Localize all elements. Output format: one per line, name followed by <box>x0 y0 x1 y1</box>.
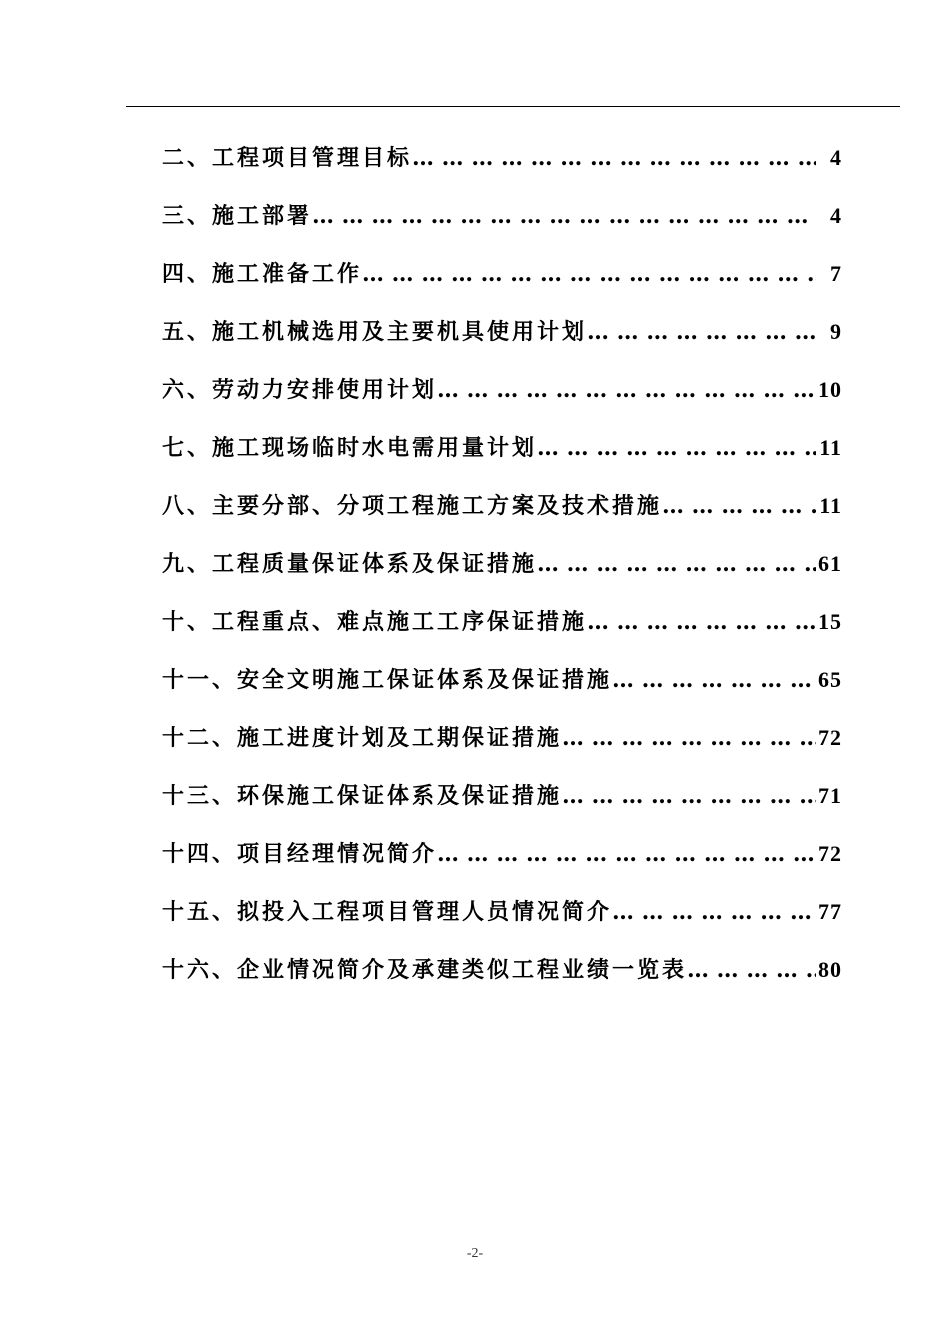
toc-entry[interactable] <box>162 122 842 180</box>
toc-entry[interactable] <box>162 702 842 760</box>
toc-dot-leader <box>562 716 816 760</box>
table-of-contents <box>162 122 842 992</box>
toc-entry[interactable] <box>162 470 842 528</box>
toc-entry-page: 72 <box>818 841 842 866</box>
toc-entry-title: 八、主要分部、分项工程施工方案及技术措施 <box>162 493 663 519</box>
toc-entry-title: 六、劳动力安排使用计划 <box>162 377 438 403</box>
toc-dot-leader <box>437 832 816 876</box>
toc-entry[interactable] <box>162 760 842 818</box>
toc-dot-leader <box>312 194 816 238</box>
toc-dot-leader <box>412 136 816 180</box>
toc-entry-page: 71 <box>818 783 842 808</box>
toc-entry[interactable] <box>162 180 842 238</box>
toc-entry-page: 77 <box>818 899 842 924</box>
toc-entry-page: 80 <box>818 957 842 982</box>
toc-dot-leader <box>537 542 816 586</box>
toc-entry-title: 十二、施工进度计划及工期保证措施 <box>162 725 563 751</box>
toc-entry[interactable] <box>162 934 842 992</box>
toc-entry-title: 十六、企业情况简介及承建类似工程业绩一览表 <box>162 957 688 983</box>
toc-entry-page: 11 <box>819 493 842 518</box>
toc-dot-leader <box>562 774 816 818</box>
toc-entry-page: 9 <box>830 319 842 344</box>
toc-entry-page: 65 <box>818 667 842 692</box>
toc-entry[interactable] <box>162 644 842 702</box>
toc-dot-leader <box>612 658 816 702</box>
toc-dot-leader <box>612 890 816 934</box>
toc-entry-title: 二、工程项目管理目标 <box>162 145 413 171</box>
toc-dot-leader <box>662 484 816 528</box>
toc-entry-page: 15 <box>818 609 842 634</box>
toc-entry[interactable] <box>162 296 842 354</box>
toc-entry-title: 十一、安全文明施工保证体系及保证措施 <box>162 667 613 693</box>
toc-entry[interactable] <box>162 238 842 296</box>
toc-entry-page: 10 <box>818 377 842 402</box>
header-rule <box>126 106 900 107</box>
toc-entry[interactable] <box>162 586 842 644</box>
toc-entry-page: 11 <box>819 435 842 460</box>
toc-entry-title: 三、施工部署 <box>162 203 313 229</box>
toc-entry-title: 十五、拟投入工程项目管理人员情况简介 <box>162 899 613 925</box>
toc-entry[interactable] <box>162 528 842 586</box>
toc-entry-title: 四、施工准备工作 <box>162 261 363 287</box>
toc-entry-title: 十、工程重点、难点施工工序保证措施 <box>162 609 588 635</box>
toc-dot-leader <box>437 368 816 412</box>
toc-dot-leader <box>537 426 816 470</box>
toc-entry-title: 十四、项目经理情况简介 <box>162 841 438 867</box>
toc-dot-leader <box>362 252 816 296</box>
toc-entry[interactable] <box>162 354 842 412</box>
toc-entry-title: 九、工程质量保证体系及保证措施 <box>162 551 538 577</box>
toc-dot-leader <box>587 600 816 644</box>
page-number: -2- <box>466 1246 484 1261</box>
toc-entry[interactable] <box>162 818 842 876</box>
toc-entry[interactable] <box>162 876 842 934</box>
toc-dot-leader <box>687 948 816 992</box>
toc-dot-leader <box>587 310 816 354</box>
toc-entry-title: 五、施工机械选用及主要机具使用计划 <box>162 319 588 345</box>
toc-entry[interactable] <box>162 412 842 470</box>
toc-entry-page: 4 <box>830 203 842 228</box>
toc-entry-page: 72 <box>818 725 842 750</box>
toc-entry-title: 十三、环保施工保证体系及保证措施 <box>162 783 563 809</box>
toc-entry-page: 4 <box>830 145 842 170</box>
toc-entry-page: 7 <box>830 261 842 286</box>
toc-entry-page: 61 <box>818 551 842 576</box>
toc-entry-title: 七、施工现场临时水电需用量计划 <box>162 435 538 461</box>
